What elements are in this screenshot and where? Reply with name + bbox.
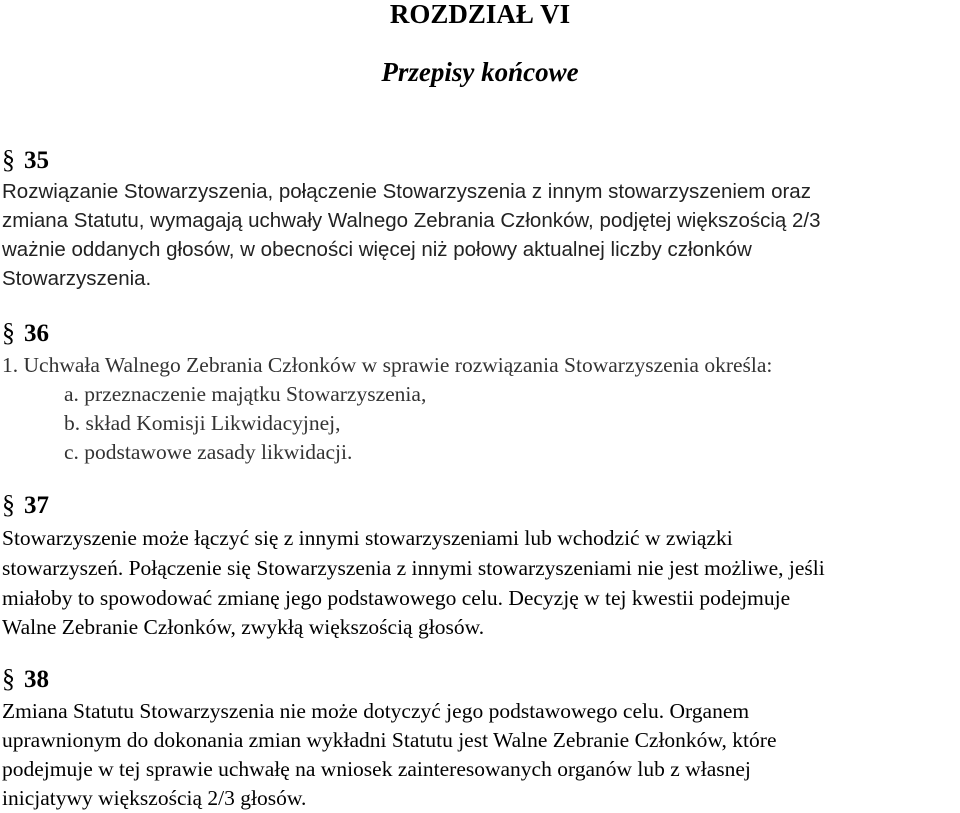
section-number: 36 [24,320,49,347]
section-35-line-2: zmiana Statutu, wymagają uchwały Walnego Zebrania Członków, podjętej większością 2/3 [2,209,821,232]
section-38-line-2: uprawnionym do dokonania zmian wykładni Statutu jest Walne Zebranie Członków, które [2,728,777,752]
section-36-item-b: b. skład Komisji Likwidacyjnej, [64,411,341,435]
section-35-line-4: Stowarzyszenia. [2,267,152,290]
section-35-line-1: Rozwiązanie Stowarzyszenia, połączenie Stowarzyszenia z innym stowarzyszeniem oraz [2,180,811,203]
section-36-line-1: 1. Uchwała Walnego Zebrania Członków w sprawie rozwiązania Stowarzyszenia określa: [2,353,773,377]
section-sign: § [2,490,15,519]
section-sign: § [2,318,15,347]
chapter-title: ROZDZIAŁ VI [389,0,571,29]
section-35-line-3: ważnie oddanych głosów, w obecności więcej niż połowy aktualnej liczby członków [2,238,752,261]
section-37-line-3: miałoby to spowodować zmianę jego podstawowego celu. Decyzję w tej kwestii podejmuje [2,586,791,610]
section-sign: § [2,664,15,693]
section-38-line-1: Zmiana Statutu Stowarzyszenia nie może dotyczyć jego podstawowego celu. Organem [2,699,750,723]
section-number: 38 [24,666,49,693]
section-heading-38 [2,664,49,695]
section-heading-36 [2,318,49,349]
section-38-line-3: podejmuje w tej sprawie uchwałę na wniosek zainteresowanych organów lub z własnej [2,757,751,781]
section-36-item-c: c. podstawowe zasady likwidacji. [64,440,353,464]
section-sign: § [2,145,15,174]
section-number: 37 [24,492,49,519]
section-number: 35 [24,147,49,174]
section-heading-37 [2,490,49,521]
section-37-line-4: Walne Zebranie Członków, zwykłą większością głosów. [2,615,485,639]
section-37-line-2: stowarzyszeń. Połączenie się Stowarzyszenia z innymi stowarzyszeniami nie jest możliwe, jeśli [2,556,825,580]
chapter-subtitle: Przepisy końcowe [381,57,579,87]
section-36-item-a: a. przeznaczenie majątku Stowarzyszenia, [64,382,427,406]
section-37-line-1: Stowarzyszenie może łączyć się z innymi stowarzyszeniami lub wchodzić w związki [2,526,733,550]
section-heading-35 [2,145,49,176]
section-38-line-4: inicjatywy większością 2/3 głosów. [2,786,307,810]
